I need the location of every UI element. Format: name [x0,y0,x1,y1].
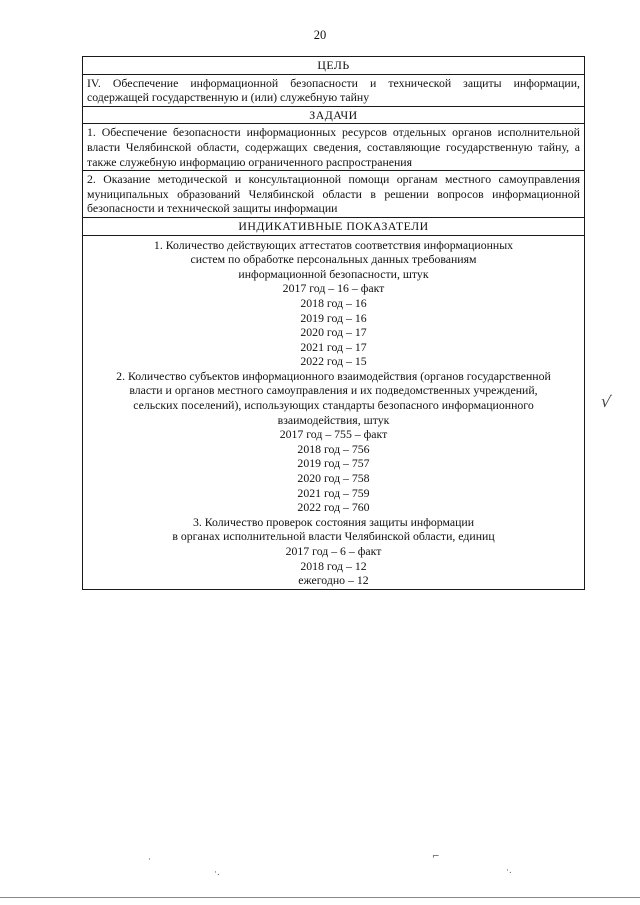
indicator-2-title-line: взаимодействия, штук [277,412,390,427]
indicator-3-title-line: 3. Количество проверок состояния защиты информации [192,514,475,529]
indicator-1-values [87,281,580,369]
indicator-2-title-line: 2. Количество субъектов информационного взаимодействия (органов государственной [116,368,551,383]
scan-speck-icon: ⌐ [432,852,440,862]
indicator-value: 2018 год – 12 [300,558,367,573]
indicator-value: 2020 год – 17 [300,325,367,340]
goals-table [82,56,585,590]
goal-header: ЦЕЛЬ [83,57,584,75]
indicator-value: 2021 год – 17 [300,339,367,354]
indicator-value: 2022 год – 760 [297,500,370,515]
indicator-value: 2021 год – 759 [297,485,370,500]
indicator-value: 2019 год – 757 [297,456,370,471]
indicator-3-values [87,544,580,588]
indicator-value: 2017 год – 755 – факт [279,427,388,442]
indicator-value: 2017 год – 6 – факт [285,544,382,558]
indicator-value: ежегодно – 12 [298,573,369,588]
scan-edge-line [0,897,640,898]
indicator-value: 2017 год – 16 – факт [282,281,385,296]
scan-speck-icon: ·. [506,866,512,876]
indicators-header: ИНДИКАТИВНЫЕ ПОКАЗАТЕЛИ [83,218,584,236]
handwritten-check-mark-icon: √ [599,391,613,412]
indicator-value: 2018 год – 756 [297,441,370,456]
indicator-value: 2019 год – 16 [300,310,367,325]
tasks-header: ЗАДАЧИ [83,107,584,125]
indicator-value: 2022 год – 15 [300,354,367,369]
indicator-1-title-line: 1. Количество действующих аттестатов соответствия информационных [153,237,514,252]
indicator-2-title-line: сельских поселений), использующих стандарты безопасного информационного [133,398,534,413]
indicators-list [83,236,584,589]
indicator-1-title-line: систем по обработке персональных данных требованиям [190,252,477,267]
task-item-1: 1. Обеспечение безопасности информационных ресурсов отдельных органов исполнительной власти Челябинской области, содержащих сведения, составляющие государственную тайну, а также служебную информацию ограниченного распространения [83,124,584,171]
indicator-1 [87,238,580,369]
indicator-3-title-line: в органах исполнительной власти Челябинской области, единиц [172,529,495,544]
task-item-2: 2. Оказание методической и консультационной помощи органам местного самоуправления муниципальных образований Челябинской области в решении вопросов информационной безопасности и технической защиты информации [83,171,584,218]
goal-text: IV. Обеспечение информационной безопасности и технической защиты информации, содержащей государственную и (или) служебную тайну [83,75,584,107]
indicator-3 [87,515,580,588]
indicator-value: 2020 год – 758 [297,471,370,486]
indicator-1-title-line: информационной безопасности, штук [238,266,429,281]
scan-speck-icon: ·. [214,868,220,878]
indicator-2 [87,369,580,515]
scan-speck-icon: · [148,855,151,865]
page-number: 20 [313,28,327,42]
indicator-value: 2018 год – 16 [300,295,367,310]
indicator-2-title-line: власти и органов местного самоуправления и их подведомственных учреждений, [129,383,538,398]
indicator-2-values [87,427,580,515]
